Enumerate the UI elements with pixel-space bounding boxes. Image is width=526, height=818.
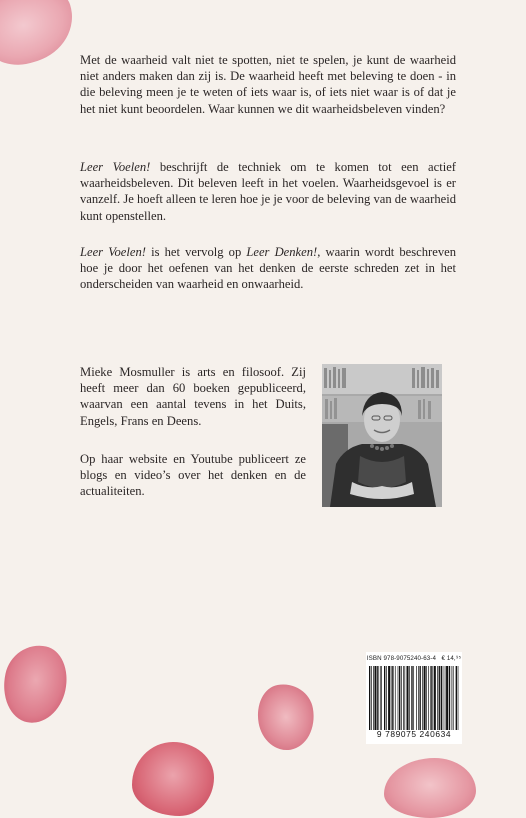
sequel-paragraph (80, 244, 456, 293)
barcode-bar (446, 666, 448, 730)
watercolor-blot (253, 680, 320, 755)
barcode-bar (458, 666, 459, 730)
barcode-bar (424, 666, 426, 730)
barcode-bar (409, 666, 410, 730)
barcode-bar (401, 666, 402, 730)
book-title: Leer Voelen! (80, 160, 151, 174)
barcode-bar (413, 666, 414, 730)
sequel-text: , waarin wordt beschreven hoe je door het oefenen van het denken de eerste schreden zet in het onderscheiden van waarheid en onwaarheid. (80, 245, 457, 292)
barcode-label (366, 652, 462, 744)
barcode-bar (419, 666, 420, 730)
barcode-bar (369, 666, 370, 730)
barcode-bar (437, 666, 438, 730)
barcode-bar (374, 666, 376, 730)
barcode-bar (395, 666, 396, 730)
barcode-bar (388, 666, 390, 730)
barcode-bar (407, 666, 409, 730)
barcode-bar (398, 666, 399, 730)
book-title: Leer Voelen! (80, 245, 146, 259)
barcode-bar (422, 666, 423, 730)
barcode-bar (373, 666, 374, 730)
barcode-bar (381, 666, 382, 730)
barcode-bars (369, 666, 459, 730)
watercolor-blot (0, 0, 83, 74)
barcode-bar (399, 666, 400, 730)
barcode-bar (445, 666, 446, 730)
watercolor-blot (132, 742, 214, 816)
barcode-bar (456, 666, 457, 730)
barcode-bar (426, 666, 427, 730)
barcode-bar (418, 666, 419, 730)
barcode-bar (392, 666, 393, 730)
barcode-bar (430, 666, 431, 730)
barcode-bar (428, 666, 429, 730)
previous-book-title: Leer Denken! (246, 245, 318, 259)
watercolor-blot (384, 758, 476, 818)
isbn-number: ISBN 978-9075240-63-4 (366, 655, 437, 662)
description-text: beschrijft de techniek om te komen tot een actief waarheidsbeleven. Dit beleven leeft in het voelen. Waarheidsgevoel is er vanzelf. Je hoeft alleen te leren hoe je je voor de beleving van de waarheid kunt openstellen. (80, 160, 456, 223)
barcode-bar (377, 666, 378, 730)
barcode-bar (453, 666, 454, 730)
author-bio: Mieke Mosmuller is arts en filosoof. Zij heeft meer dan 60 boeken gepubliceerd, waarvan een aantal tevens in het Duits, Engels, Frans en Deens. (80, 365, 306, 428)
barcode-bar (434, 666, 436, 730)
isbn-line (366, 655, 462, 662)
barcode-bar (452, 666, 453, 730)
watercolor-blot (0, 639, 73, 728)
barcode-bar (432, 666, 433, 730)
sequel-text: is het vervolg op (145, 245, 247, 259)
barcode-bar (416, 666, 417, 730)
barcode-bar (391, 666, 392, 730)
author-photo (322, 364, 442, 507)
barcode-bar (384, 666, 385, 730)
description-paragraph (80, 159, 456, 224)
barcode-bar (439, 666, 440, 730)
ean-number: 9 789075 240634 (376, 729, 452, 739)
barcode-bar (441, 666, 442, 730)
barcode-bar (449, 666, 450, 730)
barcode-bar (443, 666, 444, 730)
barcode-bar (386, 666, 387, 730)
barcode-bar (411, 666, 412, 730)
author-online: Op haar website en Youtube publiceert ze blogs en video’s over het denken en de actualiteiten. (80, 452, 306, 499)
barcode-bar (371, 666, 372, 730)
barcode-bar (404, 666, 405, 730)
intro-paragraph: Met de waarheid valt niet te spotten, niet te spelen, je kunt de waarheid niet anders maken dan zij is. De waarheid heeft met beleving te doen - in die beleving meen je te weten of iets waar is, of iets niet waar is of dat je het niet kunt beoordelen. Waar kunnen we dit waarheidsbeleven vinden? (80, 53, 456, 116)
price: € 14,⁹⁵ (441, 655, 462, 662)
barcode-bar (403, 666, 404, 730)
barcode-bar (380, 666, 381, 730)
